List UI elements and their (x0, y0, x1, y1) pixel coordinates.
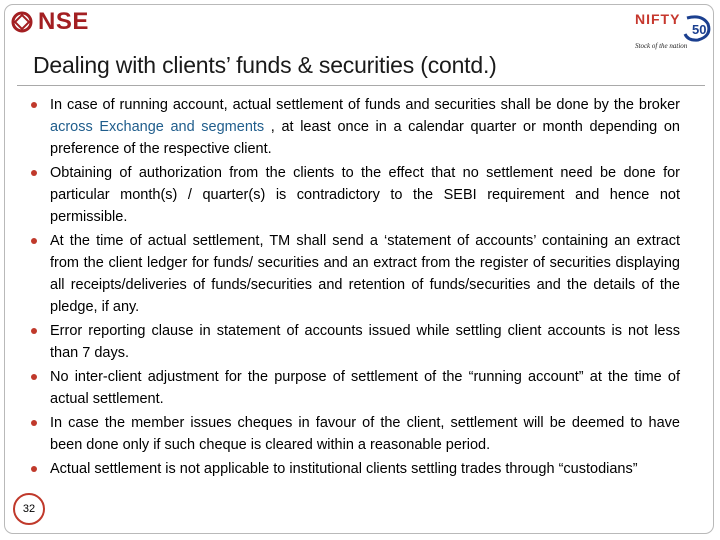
bullet-item (50, 412, 680, 456)
bullet-text: Obtaining of authorization from the clients to the effect that no settlement need be done for particular month(s) / quarter(s) is contradictory to the SEBI requirement and hence not permissible. (50, 165, 680, 225)
nifty-tagline: Stock of the nation (635, 42, 688, 50)
highlighted-text: across Exchange and segments (50, 119, 265, 135)
bullet-text: Error reporting clause in statement of accounts issued while settling client accounts is not less than 7 days. (50, 323, 680, 361)
nifty-50-emblem-icon (682, 14, 712, 42)
bullet-list (50, 94, 680, 482)
bullet-text: In case of running account, actual settlement of funds and securities shall be done by the broker (50, 97, 680, 113)
bullet-item (50, 230, 680, 318)
bullet-item (50, 458, 680, 480)
nifty-number: 50 (692, 22, 707, 37)
bullet-text: , at least once in a calendar quarter or month depending on preference of the respective client. (50, 119, 680, 157)
slide-title: Dealing with clients’ funds & securities (contd.) (33, 52, 497, 78)
bullet-item (50, 366, 680, 410)
page-number-badge (13, 493, 45, 525)
bullet-text: No inter-client adjustment for the purpose of settlement of the “running account” at the time of actual settlement. (50, 369, 680, 407)
nifty-logo (632, 8, 714, 54)
nse-logo-text: NSE (38, 8, 89, 35)
bullet-text: In case the member issues cheques in favour of the client, settlement will be deemed to have been done only if such cheque is cleared within a reasonable period. (50, 415, 680, 453)
nse-logo (11, 10, 89, 34)
title-divider (17, 85, 705, 86)
page-number: 32 (22, 503, 36, 515)
bullet-text: At the time of actual settlement, TM shall send a ‘statement of accounts’ containing an extract from the client ledger for funds/ securities and an extract from the register of securities displaying all receipts/deliveries of funds/securities and retention of funds/securities and the details of the pledge, if any. (50, 233, 680, 315)
bullet-item (50, 320, 680, 364)
nse-emblem-icon (11, 11, 33, 33)
bullet-item (50, 162, 680, 228)
bullet-text: Actual settlement is not applicable to institutional clients settling trades through “custodians” (50, 461, 638, 477)
bullet-item (50, 94, 680, 160)
nifty-logo-text: NIFTY (635, 11, 681, 27)
